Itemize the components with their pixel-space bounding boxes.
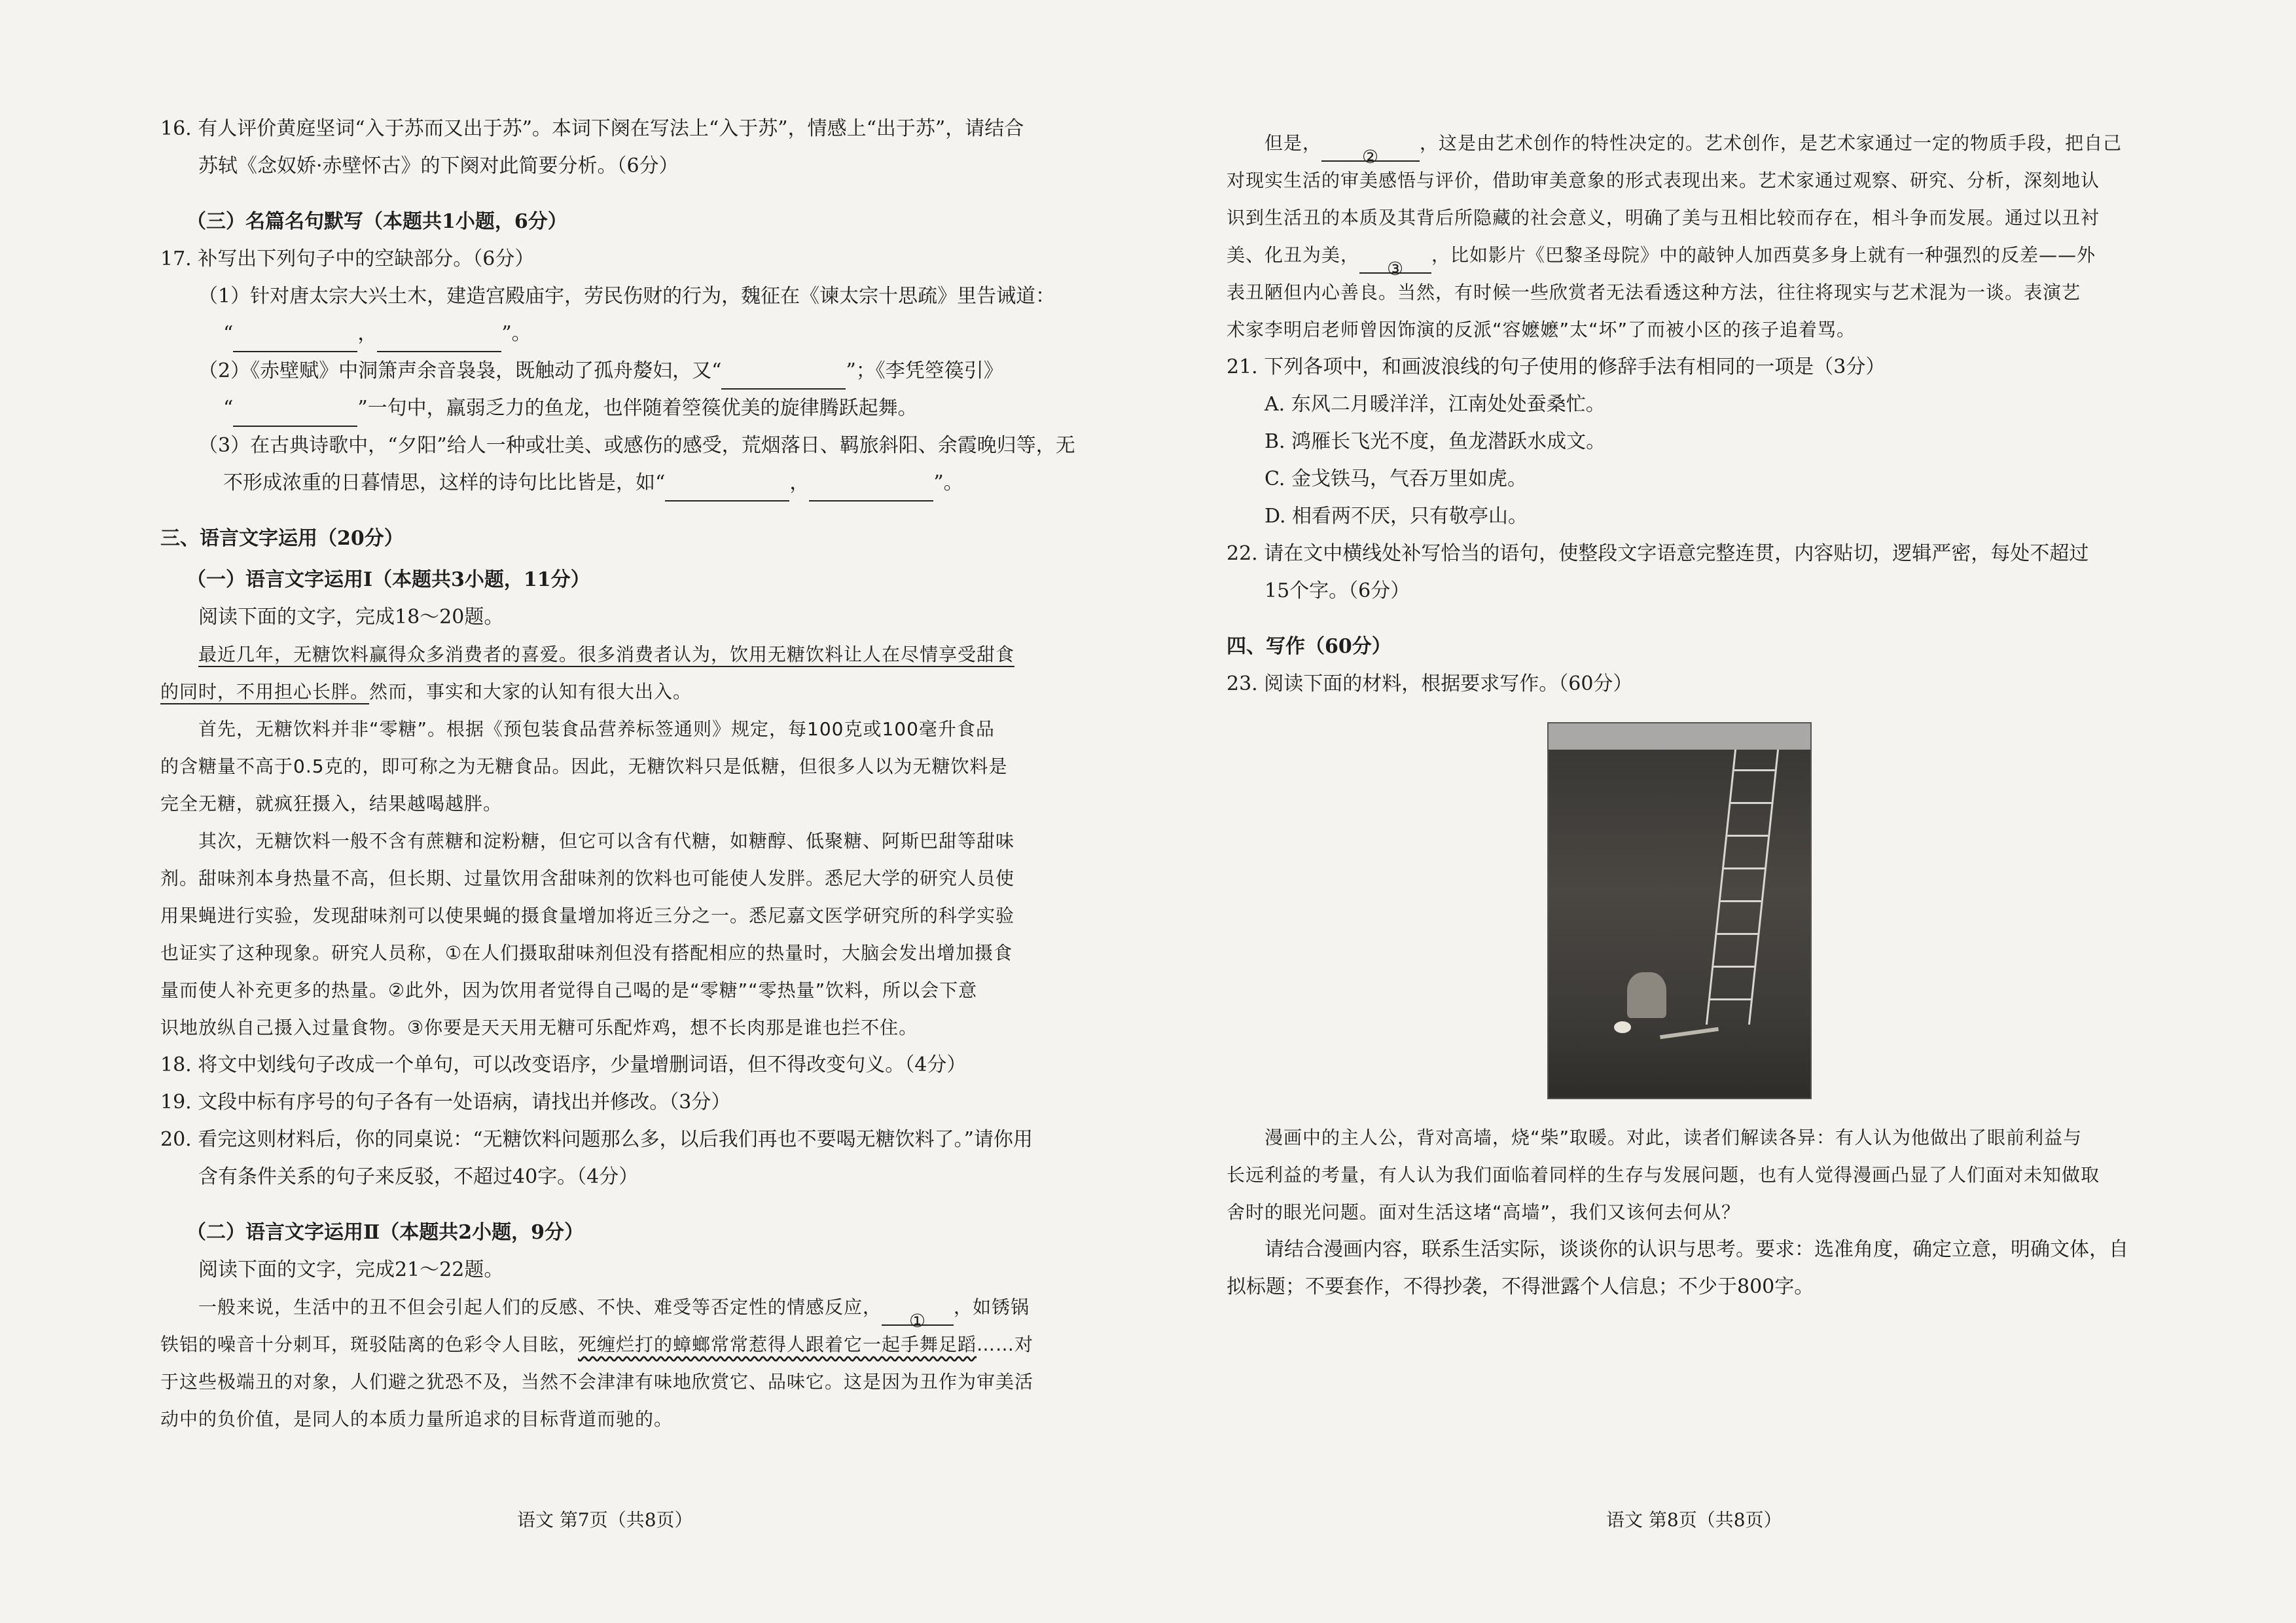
- q16-line1: 16. 有人评价黄庭坚词“入于苏而又出于苏”。本词下阕在写法上“入于苏”，情感上“出于苏”，请结合: [160, 117, 1024, 140]
- cartoon-image: [1547, 722, 1812, 1099]
- q17-2a: （2）《赤壁赋》中洞箫声余音袅袅，既触动了孤舟嫠妇，又“ ”；《李凭箜篌引》: [160, 352, 1096, 390]
- answer-blank[interactable]: [233, 403, 357, 427]
- read2: 阅读下面的文字，完成21～22题。: [198, 1258, 504, 1281]
- passage-a-line1: 最近几年，无糖饮料赢得众多消费者的喜爱。很多消费者认为，饮用无糖饮料让人在尽情享受甜食: [198, 644, 1015, 665]
- passage-a-p3-l5: 量而使人补充更多的热量。②此外，因为饮用者觉得自己喝的是“零糖”“零热量”饮料，所以会下意: [160, 979, 978, 1001]
- q17-3b: 不形成浓重的日暮情思，这样的诗句比比皆是，如“ ， ”。: [160, 464, 1096, 501]
- prompt-p2-l1: 请结合漫画内容，联系生活实际，谈谈你的认识与思考。要求：选准角度，确定立意，明确文体，自: [1265, 1238, 2128, 1261]
- passage-c-line5: 表丑陋但内心善良。当然，有时候一些欣赏者无法看透这种方法，往往将现实与艺术混为一谈。表演艺: [1227, 282, 2081, 303]
- q17-2b: “ ”一句中，羸弱乏力的鱼龙，也伴随着箜篌优美的旋律腾跃起舞。: [160, 390, 1096, 427]
- passage-b-line4: 动中的负价值，是同人的本质力量所追求的目标背道而驰的。: [160, 1408, 673, 1430]
- part4-heading: 四、写作（60分）: [1227, 635, 1391, 658]
- sub1-heading: （一）语言文字运用Ⅰ（本题共3小题，11分）: [187, 568, 590, 591]
- q17: 17. 补写出下列句子中的空缺部分。（6分）: [160, 247, 535, 270]
- sticks-icon: [1660, 1027, 1719, 1039]
- page-footer-7: 语文 第7页（共8页）: [517, 1509, 693, 1531]
- q19: 19. 文段中标有序号的句子各有一处语病，请找出并修改。（3分）: [160, 1091, 731, 1114]
- q22-line2: 15个字。（6分）: [1265, 579, 1410, 602]
- passage-c-line6: 术家李明启老师曾因饰演的反派“容嬷嬷”太“坏”了而被小区的孩子追着骂。: [1227, 319, 1856, 340]
- passage-c-line4: 美、化丑为美，③，比如影片《巴黎圣母院》中的敲钟人加西莫多身上就有一种强烈的反差——外: [1227, 244, 2096, 280]
- passage-c-line1: 但是，②，这是由艺术创作的特性决定的。艺术创作，是艺术家通过一定的物质手段，把自己: [1265, 132, 2123, 168]
- passage-a-p3-l1: 其次，无糖饮料一般不含有蔗糖和淀粉糖，但它可以含有代糖，如糖醇、低聚糖、阿斯巴甜等甜味: [198, 830, 1015, 852]
- passage-c-line3: 识到生活丑的本质及其背后所隐藏的社会意义，明确了美与丑相比较而存在，相斗争而发展。通过以丑衬: [1227, 207, 2100, 228]
- passage-b-line3: 于这些极端丑的对象，人们避之犹恐不及，当然不会津津有味地欣赏它、品味它。这是因为丑作为审美活: [160, 1371, 1034, 1393]
- passage-a-line2: 的同时，不用担心长胖。然而，事实和大家的认知有很大出入。: [160, 681, 692, 702]
- ladder-icon: [1706, 750, 1779, 1025]
- page-8: [1148, 0, 2296, 1623]
- passage-b-line1: 一般来说，生活中的丑不但会引起人们的反感、不快、难受等否定性的情感反应，①，如锈锅: [198, 1296, 1030, 1332]
- sec3-heading: （三）名篇名句默写（本题共1小题，6分）: [187, 210, 567, 233]
- q23: 23. 阅读下面的材料，根据要求写作。（60分）: [1227, 672, 1633, 695]
- q21: 21. 下列各项中，和画波浪线的句子使用的修辞手法有相同的一项是（3分）: [1227, 356, 1886, 378]
- answer-blank[interactable]: [665, 478, 789, 501]
- passage-a-p2-l3: 完全无糖，就疯狂摄入，结果越喝越胖。: [160, 793, 503, 814]
- answer-blank[interactable]: [377, 329, 501, 352]
- answer-blank-2[interactable]: ②: [1321, 138, 1420, 162]
- q21-option-c[interactable]: C. 金戈铁马，气吞万里如虎。: [1265, 467, 1527, 490]
- q20-line2: 含有条件关系的句子来反驳，不超过40字。（4分）: [198, 1165, 639, 1188]
- passage-a-p3-l2: 剂。甜味剂本身热量不高，但长期、过量饮用含甜味剂的饮料也可能使人发胖。悉尼大学的研究人员使: [160, 867, 1015, 889]
- wavy-sentence: 死缠烂打的蟑螂常常惹得人跟着它一起手舞足蹈: [578, 1334, 977, 1355]
- prompt-p1-l2: 长远利益的考量，有人认为我们面临着同样的生存与发展问题，也有人觉得漫画凸显了人们面对未知做取: [1227, 1164, 2100, 1186]
- q21-option-b[interactable]: B. 鸿雁长飞光不度，鱼龙潜跃水成文。: [1265, 430, 1606, 453]
- passage-a-p2-l1: 首先，无糖饮料并非“零糖”。根据《预包装食品营养标签通则》规定，每100克或100毫升食品: [198, 718, 995, 740]
- passage-a-p3-l3: 用果蝇进行实验，发现甜味剂可以使果蝇的摄食量增加将近三分之一。悉尼嘉文医学研究所的科学实验: [160, 905, 1015, 926]
- answer-blank-1[interactable]: ①: [882, 1302, 954, 1326]
- q18: 18. 将文中划线句子改成一个单句，可以改变语序，少量增删词语，但不得改变句义。（4分）: [160, 1053, 967, 1076]
- answer-blank[interactable]: [809, 478, 933, 501]
- answer-blank[interactable]: [721, 366, 846, 390]
- passage-c-line2: 对现实生活的审美感悟与评价，借助审美意象的形式表现出来。艺术家通过观察、研究、分析，深刻地认: [1227, 170, 2100, 191]
- read1: 阅读下面的文字，完成18～20题。: [198, 606, 504, 629]
- prompt-p1-l3: 舍时的眼光问题。面对生活这堵“高墙”，我们又该何去何从？: [1227, 1201, 1741, 1223]
- person-icon: [1627, 972, 1666, 1018]
- q17-1a: （1）针对唐太宗大兴土木，建造宫殿庙宇，劳民伤财的行为，魏征在《谏太宗十思疏》里告诫道：: [198, 285, 1056, 308]
- passage-a-p3-l6: 识地放纵自己摄入过量食物。③你要是天天用无糖可乐配炸鸡，想不长肉那是谁也拦不住。: [160, 1017, 918, 1038]
- wall-top: [1549, 723, 1810, 750]
- q21-option-d[interactable]: D. 相看两不厌，只有敬亭山。: [1265, 505, 1528, 528]
- prompt-p1-l1: 漫画中的主人公，背对高墙，烧“柴”取暖。对此，读者们解读各异：有人认为他做出了眼前利益与: [1265, 1127, 2083, 1148]
- q20-line1: 20. 看完这则材料后，你的同桌说：“无糖饮料问题那么多，以后我们再也不要喝无糖饮料了。”请你用: [160, 1128, 1033, 1151]
- passage-b-line2: 铁铝的噪音十分刺耳，斑驳陆离的色彩令人目眩，死缠烂打的蟑螂常常惹得人跟着它一起手舞足蹈……对: [160, 1334, 1034, 1355]
- q22-line1: 22. 请在文中横线处补写恰当的语句，使整段文字语意完整连贯，内容贴切，逻辑严密，每处不超过: [1227, 542, 2089, 565]
- answer-blank-3[interactable]: ③: [1359, 250, 1431, 274]
- answer-blank[interactable]: [233, 329, 357, 352]
- fire-icon: [1614, 1021, 1631, 1033]
- q17-1b: “ ， ”。: [160, 315, 1096, 352]
- page-footer-8: 语文 第8页（共8页）: [1606, 1509, 1782, 1531]
- q21-option-a[interactable]: A. 东风二月暖洋洋，江南处处蚕桑忙。: [1265, 393, 1605, 416]
- prompt-p2-l2: 拟标题；不要套作，不得抄袭，不得泄露个人信息；不少于800字。: [1227, 1275, 1814, 1298]
- passage-a-p2-l2: 的含糖量不高于0.5克的，即可称之为无糖食品。因此，无糖饮料只是低糖，但很多人以为无糖饮料是: [160, 756, 1008, 777]
- sub2-heading: （二）语言文字运用Ⅱ（本题共2小题，9分）: [187, 1221, 584, 1244]
- q16-line2: 苏轼《念奴娇·赤壁怀古》的下阕对此简要分析。（6分）: [198, 155, 679, 177]
- passage-a-p3-l4: 也证实了这种现象。研究人员称，①在人们摄取甜味剂但没有搭配相应的热量时，大脑会发出增加摄食: [160, 942, 1013, 964]
- part3-heading: 三、语言文字运用（20分）: [160, 527, 404, 550]
- q17-3a: （3）在古典诗歌中，“夕阳”给人一种或壮美、或感伤的感受，荒烟落日、羁旅斜阳、余霞晚归等，无: [198, 434, 1075, 457]
